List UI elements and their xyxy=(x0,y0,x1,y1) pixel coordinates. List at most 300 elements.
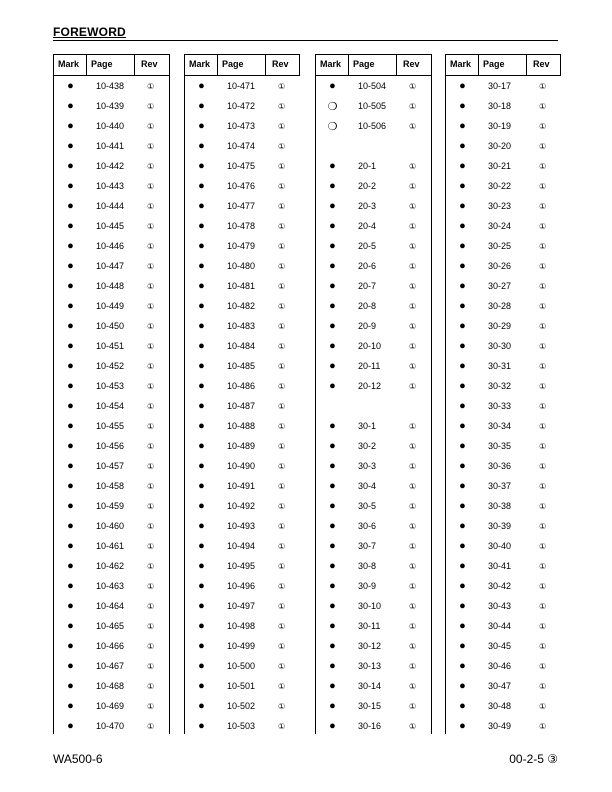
mark-cell: ● xyxy=(329,380,336,392)
table-row xyxy=(316,356,431,376)
table-row xyxy=(316,196,431,216)
table-rows xyxy=(185,76,300,736)
page-cell: 10-460 xyxy=(96,521,125,531)
page-cell: 10-465 xyxy=(96,621,125,631)
page-cell: 10-486 xyxy=(227,381,256,391)
table-row xyxy=(316,316,431,336)
rev-cell: ① xyxy=(278,201,286,211)
table-row xyxy=(185,356,300,376)
table-row xyxy=(316,696,431,716)
rev-cell: ① xyxy=(147,101,155,111)
mark-cell: ● xyxy=(459,460,466,472)
mark-cell: ● xyxy=(329,80,336,92)
rev-cell: ① xyxy=(147,181,155,191)
rev-cell: ① xyxy=(409,441,417,451)
table-row xyxy=(185,476,300,496)
rev-cell: ① xyxy=(539,541,547,551)
page-cell: 30-47 xyxy=(488,681,512,691)
mark-cell: ● xyxy=(329,160,336,172)
rev-cell: ① xyxy=(278,261,286,271)
page-cell: 10-502 xyxy=(227,701,256,711)
page-cell: 10-499 xyxy=(227,641,256,651)
table-row xyxy=(446,716,561,736)
rev-cell: ① xyxy=(278,481,286,491)
mark-cell: ● xyxy=(459,280,466,292)
rev-cell: ① xyxy=(539,441,547,451)
table-row xyxy=(54,356,169,376)
page-cell: 10-491 xyxy=(227,481,256,491)
rev-cell: ① xyxy=(539,461,547,471)
mark-cell: ● xyxy=(459,200,466,212)
table-row xyxy=(54,296,169,316)
table-row xyxy=(185,656,300,676)
table-row xyxy=(446,516,561,536)
mark-cell: ● xyxy=(329,460,336,472)
page-cell: 30-33 xyxy=(488,401,512,411)
mark-cell: ● xyxy=(459,720,466,732)
mark-cell: ● xyxy=(329,220,336,232)
rev-cell: ① xyxy=(147,481,155,491)
rev-cell: ① xyxy=(278,381,286,391)
rev-cell: ① xyxy=(539,261,547,271)
mark-cell: ● xyxy=(198,720,205,732)
mark-cell: ● xyxy=(67,520,74,532)
mark-cell: ● xyxy=(67,220,74,232)
rev-cell: ① xyxy=(278,281,286,291)
mark-cell: ● xyxy=(67,600,74,612)
table-row xyxy=(54,116,169,136)
mark-cell: ● xyxy=(329,300,336,312)
mark-cell: ● xyxy=(329,420,336,432)
table-row xyxy=(54,156,169,176)
page-cell: 30-29 xyxy=(488,321,512,331)
mark-cell: ● xyxy=(67,660,74,672)
table-row xyxy=(54,556,169,576)
mark-cell: ● xyxy=(329,720,336,732)
mark-cell: ● xyxy=(459,560,466,572)
rev-cell: ① xyxy=(278,541,286,551)
mark-cell: ● xyxy=(67,260,74,272)
mark-cell: ● xyxy=(198,260,205,272)
rev-cell: ① xyxy=(409,201,417,211)
mark-cell: ● xyxy=(67,240,74,252)
rev-cell: ① xyxy=(409,241,417,251)
table-row xyxy=(185,436,300,456)
mark-cell: ● xyxy=(67,400,74,412)
rev-cell: ① xyxy=(409,81,417,91)
rev-cell: ① xyxy=(147,641,155,651)
table-row xyxy=(185,176,300,196)
mark-cell: ● xyxy=(198,380,205,392)
table-row xyxy=(316,376,431,396)
rev-cell: ① xyxy=(278,601,286,611)
rev-cell: ① xyxy=(539,121,547,131)
rev-cell: ① xyxy=(409,161,417,171)
table-row xyxy=(316,236,431,256)
page-cell: 30-13 xyxy=(358,661,382,671)
table-row xyxy=(316,136,431,156)
page-cell: 10-488 xyxy=(227,421,256,431)
mark-cell: ● xyxy=(329,660,336,672)
page-cell: 30-46 xyxy=(488,661,512,671)
page-cell: 10-445 xyxy=(96,221,125,231)
mark-cell: ● xyxy=(329,440,336,452)
table-row xyxy=(316,596,431,616)
mark-cell: ● xyxy=(459,160,466,172)
mark-cell: ● xyxy=(329,640,336,652)
page-cell: 10-454 xyxy=(96,401,125,411)
page-cell: 30-44 xyxy=(488,621,512,631)
mark-cell: ● xyxy=(67,200,74,212)
rev-cell: ① xyxy=(539,701,547,711)
page-cell: 30-28 xyxy=(488,301,512,311)
rev-cell: ① xyxy=(539,601,547,611)
table-row xyxy=(185,96,300,116)
rev-cell: ① xyxy=(539,481,547,491)
table-row xyxy=(54,236,169,256)
page-cell: 30-32 xyxy=(488,381,512,391)
table-row xyxy=(316,396,431,416)
mark-cell: ● xyxy=(67,720,74,732)
rev-cell: ① xyxy=(409,721,417,731)
table-row xyxy=(446,116,561,136)
mark-cell: ● xyxy=(329,200,336,212)
mark-cell: ● xyxy=(198,280,205,292)
revision-table-col-1 xyxy=(53,54,170,734)
rev-cell: ① xyxy=(147,381,155,391)
table-row xyxy=(185,156,300,176)
table-row xyxy=(185,136,300,156)
table-row xyxy=(185,456,300,476)
table-row xyxy=(316,216,431,236)
rev-cell: ① xyxy=(539,681,547,691)
page-cell: 30-14 xyxy=(358,681,382,691)
rev-header: Rev xyxy=(527,55,561,75)
page-cell: 30-48 xyxy=(488,701,512,711)
mark-cell: ● xyxy=(459,620,466,632)
table-row xyxy=(185,536,300,556)
table-row xyxy=(316,636,431,656)
mark-cell: ● xyxy=(67,280,74,292)
rev-cell: ① xyxy=(539,241,547,251)
rev-cell: ① xyxy=(147,581,155,591)
mark-cell: ● xyxy=(329,340,336,352)
table-row xyxy=(316,176,431,196)
rev-cell: ① xyxy=(409,681,417,691)
table-row xyxy=(446,496,561,516)
table-row xyxy=(54,676,169,696)
rev-cell: ① xyxy=(409,261,417,271)
rev-cell: ① xyxy=(147,621,155,631)
rev-cell: ① xyxy=(409,581,417,591)
rev-cell: ① xyxy=(278,621,286,631)
page-cell: 20-10 xyxy=(358,341,382,351)
mark-cell: ● xyxy=(67,100,74,112)
mark-cell: ● xyxy=(459,260,466,272)
rev-cell: ① xyxy=(539,101,547,111)
model-number: WA500-6 xyxy=(53,752,103,766)
page-cell: 10-482 xyxy=(227,301,256,311)
mark-cell: ● xyxy=(329,560,336,572)
mark-cell: ● xyxy=(459,580,466,592)
page-cell: 20-7 xyxy=(358,281,377,291)
mark-cell: ● xyxy=(198,360,205,372)
rev-cell: ① xyxy=(409,101,417,111)
rev-cell: ① xyxy=(409,321,417,331)
page-cell: 10-489 xyxy=(227,441,256,451)
table-row xyxy=(316,456,431,476)
mark-cell: ❍ xyxy=(327,100,338,113)
table-row xyxy=(54,336,169,356)
page-cell: 30-39 xyxy=(488,521,512,531)
table-row xyxy=(54,696,169,716)
rev-cell: ① xyxy=(539,161,547,171)
mark-cell: ● xyxy=(198,100,205,112)
table-row xyxy=(446,256,561,276)
page-cell: 30-11 xyxy=(358,621,381,631)
mark-cell: ● xyxy=(67,700,74,712)
mark-cell: ● xyxy=(198,160,205,172)
rev-header: Rev xyxy=(403,59,420,69)
table-row xyxy=(185,636,300,656)
page-cell: 30-3 xyxy=(358,461,377,471)
table-row xyxy=(446,596,561,616)
page-cell: 30-9 xyxy=(358,581,377,591)
rev-cell: ① xyxy=(147,201,155,211)
mark-cell: ● xyxy=(459,420,466,432)
rev-cell: ① xyxy=(409,381,417,391)
mark-cell: ● xyxy=(459,100,466,112)
page-cell: 30-36 xyxy=(488,461,512,471)
mark-cell: ● xyxy=(329,700,336,712)
mark-cell: ● xyxy=(459,520,466,532)
mark-cell: ● xyxy=(329,260,336,272)
rev-cell: ① xyxy=(147,261,155,271)
rev-cell: ① xyxy=(409,501,417,511)
rev-cell: ① xyxy=(147,561,155,571)
rev-cell: ① xyxy=(539,721,547,731)
rev-cell: ① xyxy=(539,381,547,391)
mark-header: Mark xyxy=(446,55,479,75)
rev-cell: ① xyxy=(539,641,547,651)
rev-cell: ① xyxy=(278,301,286,311)
rev-cell: ① xyxy=(409,561,417,571)
rev-cell: ① xyxy=(278,441,286,451)
table-row xyxy=(185,276,300,296)
page-cell: 30-21 xyxy=(488,161,512,171)
table-row xyxy=(316,76,431,96)
page-cell: 10-490 xyxy=(227,461,256,471)
page-cell: 30-24 xyxy=(488,221,512,231)
rev-cell: ① xyxy=(539,221,547,231)
rev-cell: ① xyxy=(539,581,547,591)
rev-cell: ① xyxy=(278,521,286,531)
page-cell: 10-495 xyxy=(227,561,256,571)
page-cell: 10-442 xyxy=(96,161,125,171)
page-cell: 10-471 xyxy=(227,81,256,91)
rev-cell: ① xyxy=(147,501,155,511)
rev-cell: ① xyxy=(147,321,155,331)
rev-cell: ① xyxy=(539,521,547,531)
mark-cell: ● xyxy=(67,120,74,132)
page-header-cell: Page xyxy=(218,55,266,75)
mark-cell: ● xyxy=(198,80,205,92)
rev-cell: ① xyxy=(278,561,286,571)
mark-cell: ● xyxy=(329,540,336,552)
rev-cell: ① xyxy=(147,241,155,251)
table-row xyxy=(446,336,561,356)
page-cell: 30-1 xyxy=(358,421,377,431)
rev-cell: ① xyxy=(278,81,286,91)
rev-cell: ① xyxy=(409,701,417,711)
rev-cell: ① xyxy=(409,181,417,191)
rev-cell: ① xyxy=(409,621,417,631)
table-row xyxy=(185,396,300,416)
table-row xyxy=(316,296,431,316)
rev-cell: ① xyxy=(147,461,155,471)
rev-cell: ① xyxy=(409,121,417,131)
page-cell: 10-480 xyxy=(227,261,256,271)
table-row xyxy=(446,536,561,556)
rev-cell: ① xyxy=(409,421,417,431)
rev-cell: ① xyxy=(278,421,286,431)
table-row xyxy=(54,76,169,96)
rev-cell: ① xyxy=(147,521,155,531)
mark-cell: ● xyxy=(198,240,205,252)
mark-cell: ● xyxy=(198,440,205,452)
page-cell: 10-473 xyxy=(227,121,256,131)
page-cell: 10-501 xyxy=(227,681,256,691)
page-cell: 30-45 xyxy=(488,641,512,651)
rev-cell: ① xyxy=(539,281,547,291)
mark-cell: ● xyxy=(198,340,205,352)
table-row xyxy=(54,596,169,616)
mark-cell: ● xyxy=(67,460,74,472)
page-cell: 10-493 xyxy=(227,521,256,531)
mark-header: Mark xyxy=(316,55,349,75)
page-cell: 10-457 xyxy=(96,461,125,471)
page-cell: 10-463 xyxy=(96,581,125,591)
page-cell: 30-10 xyxy=(358,601,382,611)
rev-cell: ① xyxy=(409,521,417,531)
mark-cell: ● xyxy=(67,680,74,692)
rev-cell: ① xyxy=(539,401,547,411)
table-row xyxy=(446,136,561,156)
page-cell: 10-449 xyxy=(96,301,125,311)
rev-cell: ① xyxy=(539,661,547,671)
table-row xyxy=(316,536,431,556)
rev-cell: ① xyxy=(278,241,286,251)
table-row xyxy=(185,556,300,576)
mark-cell: ● xyxy=(67,300,74,312)
mark-cell: ● xyxy=(67,320,74,332)
page-cell: 20-12 xyxy=(358,381,382,391)
page-cell: 20-2 xyxy=(358,181,377,191)
rev-cell: ① xyxy=(409,341,417,351)
rev-cell: ① xyxy=(278,161,286,171)
mark-cell: ● xyxy=(459,300,466,312)
table-row xyxy=(446,436,561,456)
table-row xyxy=(54,516,169,536)
table-row xyxy=(185,216,300,236)
mark-cell: ● xyxy=(459,400,466,412)
table-row xyxy=(54,256,169,276)
rev-cell: ① xyxy=(409,601,417,611)
page-cell: 10-439 xyxy=(96,101,125,111)
rev-cell: ① xyxy=(278,701,286,711)
mark-cell: ● xyxy=(198,180,205,192)
mark-cell: ❍ xyxy=(327,120,338,133)
page-header-cell: Page xyxy=(87,55,135,75)
mark-cell: ● xyxy=(329,280,336,292)
page-title: FOREWORD xyxy=(53,25,126,39)
table-row xyxy=(54,656,169,676)
mark-cell: ● xyxy=(459,480,466,492)
table-row xyxy=(316,476,431,496)
mark-cell: ● xyxy=(329,520,336,532)
page-cell: 30-17 xyxy=(488,81,512,91)
page-cell: 30-42 xyxy=(488,581,512,591)
page-cell: 30-22 xyxy=(488,181,512,191)
table-row xyxy=(54,376,169,396)
mark-header: Mark xyxy=(185,55,218,75)
table-row xyxy=(185,336,300,356)
rev-cell: ① xyxy=(409,641,417,651)
mark-cell: ● xyxy=(198,220,205,232)
table-row xyxy=(446,276,561,296)
page-cell: 30-49 xyxy=(488,721,512,731)
table-row xyxy=(185,696,300,716)
table-row xyxy=(54,176,169,196)
table-row xyxy=(185,616,300,636)
rev-cell: ① xyxy=(278,361,286,371)
table-row xyxy=(185,376,300,396)
table-row xyxy=(54,536,169,556)
page-header xyxy=(53,26,558,41)
table-row xyxy=(54,716,169,736)
page-cell: 30-7 xyxy=(358,541,377,551)
table-row xyxy=(185,296,300,316)
mark-cell: ● xyxy=(459,380,466,392)
rev-cell: ① xyxy=(147,81,155,91)
revision-table-col-3 xyxy=(315,54,432,734)
table-row xyxy=(446,376,561,396)
table-row xyxy=(185,676,300,696)
table-row xyxy=(446,456,561,476)
table-row xyxy=(316,716,431,736)
rev-cell: ① xyxy=(147,721,155,731)
mark-cell: ● xyxy=(459,240,466,252)
page-cell: 10-461 xyxy=(96,541,125,551)
rev-cell: ① xyxy=(278,321,286,331)
rev-cell: ① xyxy=(539,301,547,311)
page-cell: 30-31 xyxy=(488,361,512,371)
page-cell: 30-37 xyxy=(488,481,512,491)
mark-cell: ● xyxy=(198,500,205,512)
mark-cell: ● xyxy=(198,400,205,412)
mark-cell: ● xyxy=(198,300,205,312)
mark-cell: ● xyxy=(459,680,466,692)
mark-cell: ● xyxy=(329,480,336,492)
page-cell: 10-487 xyxy=(227,401,256,411)
page-cell: 30-2 xyxy=(358,441,377,451)
mark-cell: ● xyxy=(198,460,205,472)
page-cell: 30-19 xyxy=(488,121,512,131)
table-row xyxy=(446,556,561,576)
rev-cell: ① xyxy=(147,121,155,131)
page-cell: 30-18 xyxy=(488,101,512,111)
rev-cell: ① xyxy=(539,201,547,211)
